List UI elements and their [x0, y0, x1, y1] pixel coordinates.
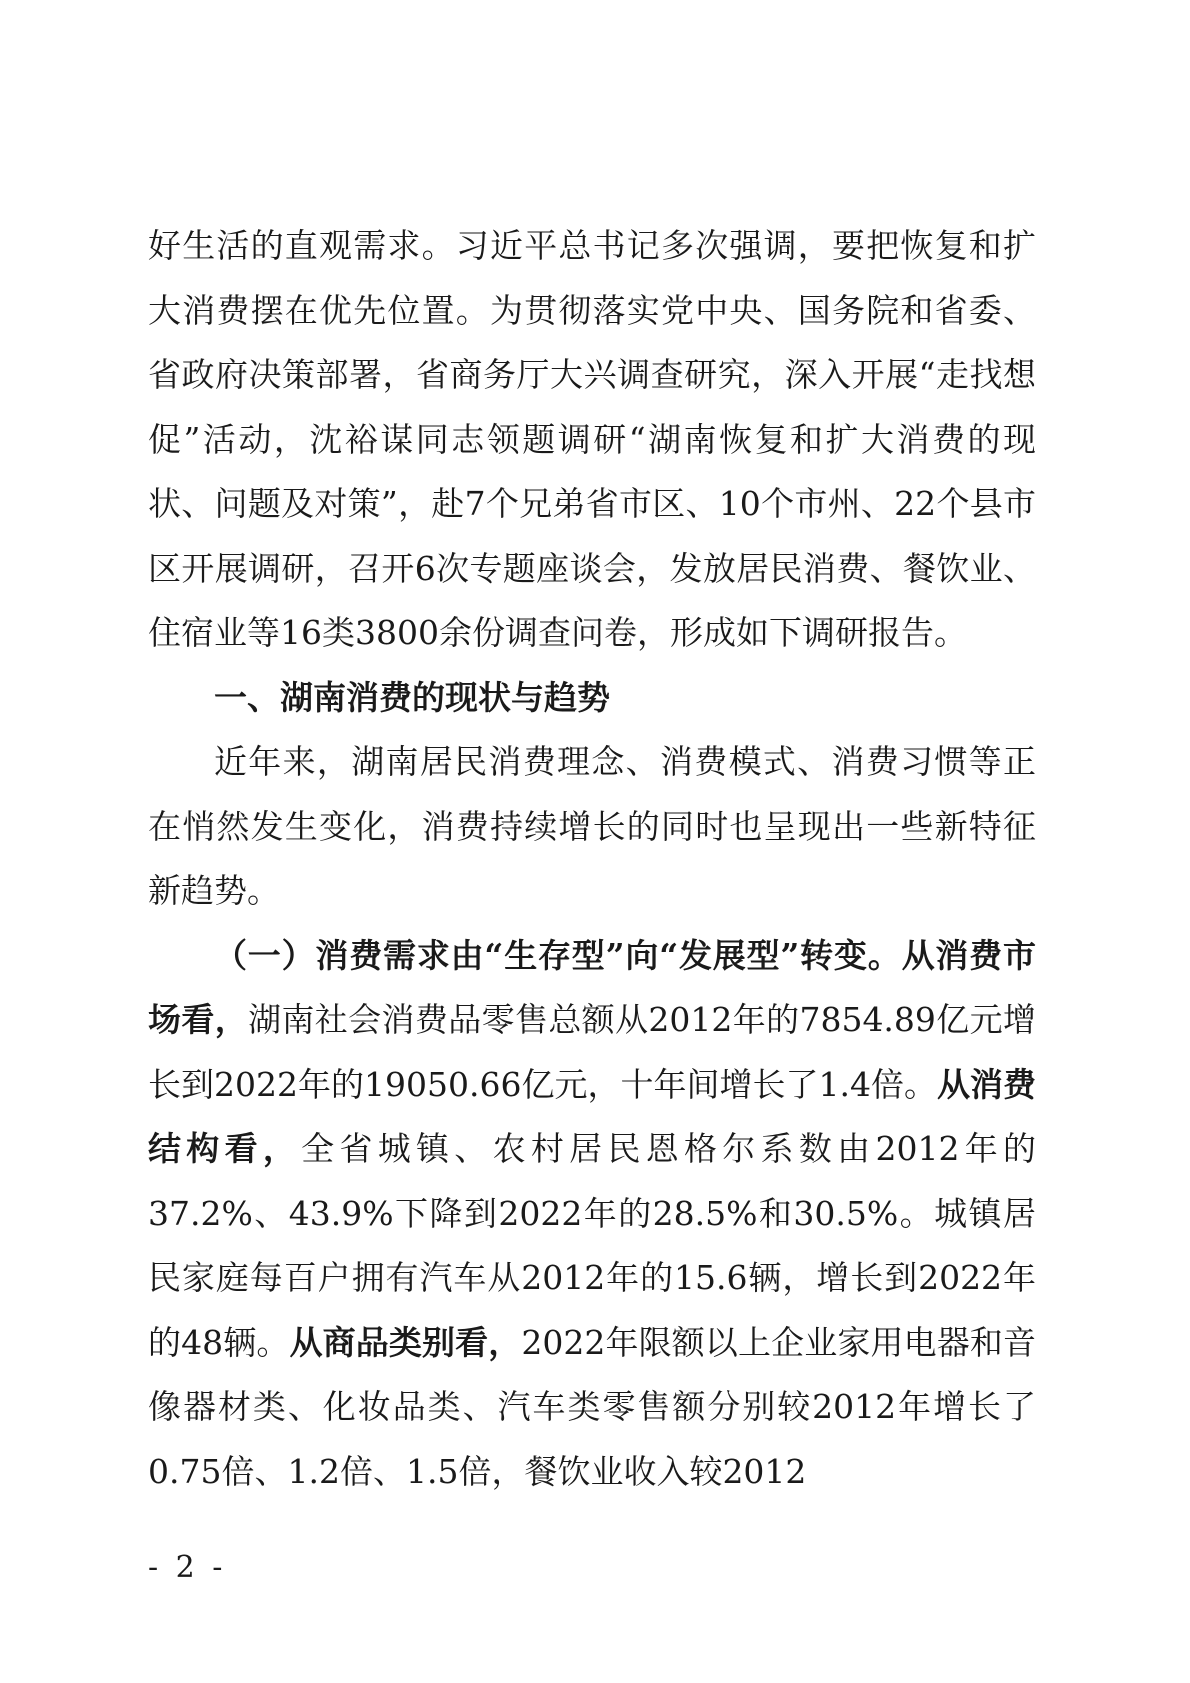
- section-heading-1: 一、湖南消费的现状与趋势: [214, 677, 610, 717]
- subsection-text-category: 2022年限额以上企业家用电器和音像器材类、化妆品类、汽车类零售额分别较2012年增长了0.75倍、1.2倍、1.5倍，餐饮业收入较2012: [148, 1322, 1037, 1491]
- lead-category: 从商品类别看，: [289, 1322, 522, 1362]
- paragraph-intro-continued: 好生活的直观需求。习近平总书记多次强调，要把恢复和扩大消费摆在优先位置。为贯彻落实党中央、国务院和省委、省政府决策部署，省商务厅大兴调查研究，深入开展“走找想促”活动，沈裕谋同志领题调研“湖南恢复和扩大消费的现状、问题及对策”，赴7个兄弟省市区、10个市州、22个县市区开展调研，召开6次专题座谈会，发放居民消费、餐饮业、住宿业等16类3800余份调查问卷，形成如下调研报告。: [148, 226, 1036, 652]
- subsection-heading-1: （一）消费需求由“生存型”向“发展型”转变。从消费市场看，: [148, 935, 1036, 1039]
- paragraph-overview: 近年来，湖南居民消费理念、消费模式、消费习惯等正在悄然发生变化，消费持续增长的同时也呈现出一些新特征新趋势。: [148, 742, 1036, 910]
- subsection-text-structure: 全省城镇、农村居民恩格尔系数由2012年的37.2%、43.9%下降到2022年的28.5%和30.5%。城镇居民家庭每百户拥有汽车从2012年的15.6辆，增长到2022年的48辆。: [148, 1129, 1037, 1362]
- paragraph-subsection-1: [148, 924, 1036, 1505]
- subsection-text-market: 湖南社会消费品零售总额从2012年的7854.89亿元增长到2022年的19050.66亿元，十年间增长了1.4倍。: [148, 1000, 1036, 1104]
- body-text: [148, 214, 1036, 1504]
- lead-structure: 从消费结构看，: [148, 1064, 1036, 1168]
- page-number: - 2 -: [148, 1550, 227, 1585]
